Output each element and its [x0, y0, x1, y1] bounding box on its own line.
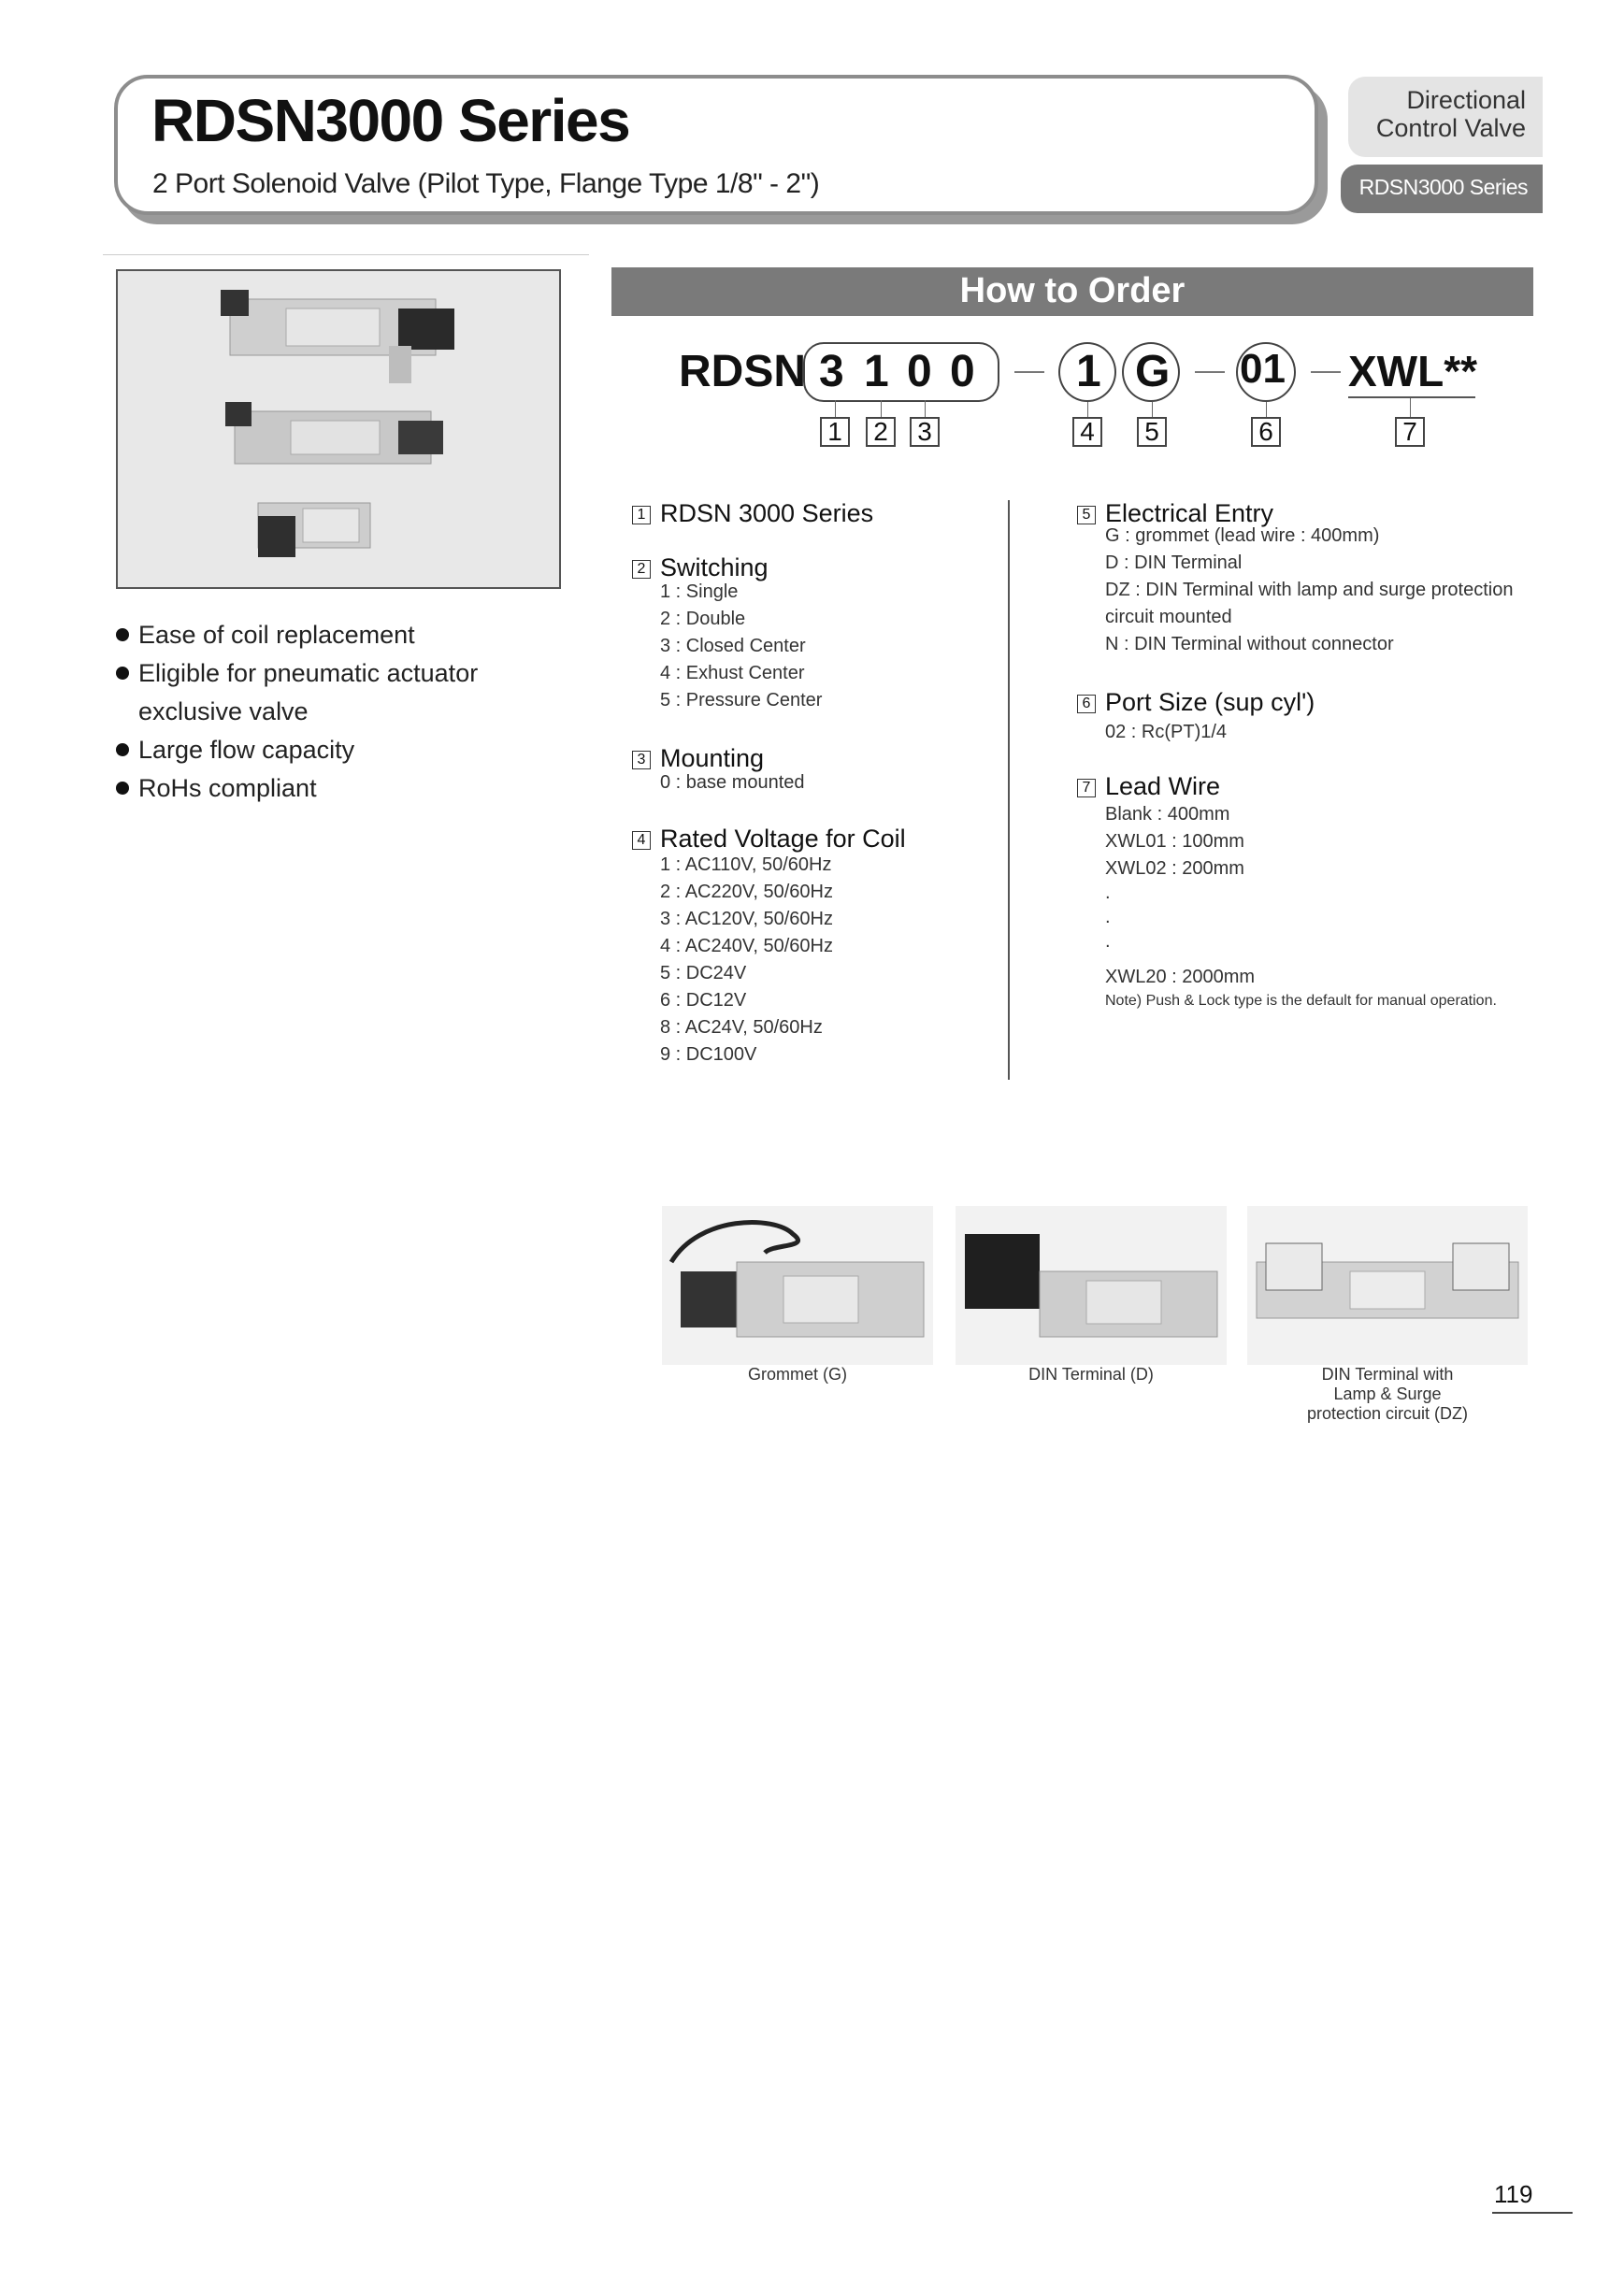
code-separator	[1014, 371, 1044, 373]
connector-line	[1410, 398, 1411, 417]
option-item: D : DIN Terminal	[1105, 552, 1243, 573]
option-item: 4 : Exhust Center	[660, 663, 805, 683]
option-item: Blank : 400mm	[1105, 804, 1230, 825]
option-item: 9 : DC100V	[660, 1044, 757, 1065]
bullet-icon	[116, 628, 129, 641]
code-underline	[1348, 396, 1475, 398]
code-prefix: RDSN	[679, 347, 807, 396]
option-item: 5 : Pressure Center	[660, 690, 823, 710]
connector-line	[881, 400, 882, 417]
option-item: 1 : Single	[660, 581, 739, 602]
option-item: 3 : AC120V, 50/60Hz	[660, 909, 833, 929]
option-item: XWL02 : 200mm	[1105, 858, 1244, 879]
column-divider	[1008, 500, 1010, 1080]
option-item: 0 : base mounted	[660, 772, 805, 793]
option-item: XWL20 : 2000mm	[1105, 967, 1256, 987]
connector-line	[1266, 402, 1267, 417]
series-tab-label: RDSN3000 Series	[1358, 175, 1528, 199]
din-valve-illustration	[956, 1206, 1227, 1365]
page-number: 119	[1494, 2180, 1533, 2208]
photo-din-terminal	[956, 1206, 1227, 1365]
feature-item: Eligible for pneumatic actuator	[116, 659, 565, 693]
bullet-icon	[116, 743, 129, 756]
connector-line	[1087, 402, 1088, 417]
section-electrical-entry: 5 Electrical Entry	[1077, 499, 1273, 528]
option-item: .	[1105, 907, 1111, 927]
bullet-icon	[116, 667, 129, 680]
code-entry: G	[1135, 347, 1171, 396]
option-item: circuit mounted	[1105, 607, 1232, 627]
option-item: 4 : AC240V, 50/60Hz	[660, 936, 833, 956]
page-title: RDSN3000 Series	[151, 87, 630, 154]
option-item: XWL01 : 100mm	[1105, 831, 1244, 852]
din-lamp-valve-illustration	[1247, 1206, 1528, 1365]
code-separator	[1311, 371, 1341, 373]
index-box: 4	[1072, 417, 1102, 447]
code-port: 01	[1240, 346, 1286, 392]
page-number-rule	[1492, 2212, 1573, 2214]
index-box: 5	[1137, 417, 1167, 447]
option-item: N : DIN Terminal without connector	[1105, 634, 1394, 654]
section-port-size: 6 Port Size (sup cyl')	[1077, 688, 1315, 717]
section-lead-wire: 7 Lead Wire	[1077, 772, 1220, 801]
page-subtitle: 2 Port Solenoid Valve (Pilot Type, Flange Type 1/8" - 2")	[152, 168, 820, 199]
photo-caption: DIN Terminal (D)	[1028, 1365, 1154, 1384]
index-box: 1	[820, 417, 850, 447]
option-item: G : grommet (lead wire : 400mm)	[1105, 525, 1380, 546]
feature-item-continued: exclusive valve	[138, 697, 309, 725]
option-item: 2 : Double	[660, 609, 746, 629]
code-digit: 1	[864, 347, 889, 396]
photo-caption: DIN Terminal with Lamp & Surge protection circuit (DZ)	[1306, 1365, 1469, 1423]
option-item: DZ : DIN Terminal with lamp and surge protection	[1105, 580, 1514, 600]
code-digit: 3	[819, 347, 844, 396]
connector-line	[835, 400, 836, 417]
section-mounting: 3 Mounting	[632, 744, 764, 773]
divider	[103, 254, 589, 255]
section-switching: 2 Switching	[632, 553, 769, 582]
connector-line	[1152, 402, 1153, 417]
photo-caption: Grommet (G)	[748, 1365, 847, 1384]
section-rated-voltage: 4 Rated Voltage for Coil	[632, 825, 906, 854]
index-box: 6	[1251, 417, 1281, 447]
category-label-line1: Directional	[1406, 86, 1526, 114]
code-digit: 0	[907, 347, 932, 396]
how-to-order-title: How to Order	[959, 271, 1186, 310]
code-digit: 0	[950, 347, 975, 396]
index-box: 7	[1395, 417, 1425, 447]
index-box: 2	[866, 417, 896, 447]
option-item: 6 : DC12V	[660, 990, 747, 1011]
feature-item: Large flow capacity	[116, 736, 565, 769]
option-item: 8 : AC24V, 50/60Hz	[660, 1017, 823, 1038]
category-label-line2: Control Valve	[1375, 114, 1526, 142]
note-text: Note) Push & Lock type is the default for manual operation.	[1105, 993, 1497, 1009]
section-series: 1 RDSN 3000 Series	[632, 499, 873, 528]
index-box: 3	[910, 417, 940, 447]
connector-line	[925, 400, 926, 417]
code-lead-wire: XWL**	[1348, 347, 1477, 395]
code-separator	[1195, 371, 1225, 373]
feature-item: Ease of coil replacement	[116, 621, 565, 654]
option-item: .	[1105, 931, 1111, 952]
option-item: 3 : Closed Center	[660, 636, 806, 656]
option-item: 1 : AC110V, 50/60Hz	[660, 854, 832, 875]
option-item: 02 : Rc(PT)1/4	[1105, 722, 1228, 742]
bullet-icon	[116, 782, 129, 795]
photo-grommet	[662, 1206, 933, 1365]
product-image	[116, 269, 561, 589]
option-item: 5 : DC24V	[660, 963, 747, 983]
valve-illustration	[118, 271, 559, 587]
photo-din-lamp-surge	[1247, 1206, 1528, 1365]
grommet-valve-illustration	[662, 1206, 933, 1365]
option-item: .	[1105, 883, 1111, 903]
option-item: 2 : AC220V, 50/60Hz	[660, 882, 833, 902]
code-voltage: 1	[1076, 347, 1101, 396]
feature-item: RoHs compliant	[116, 774, 565, 808]
